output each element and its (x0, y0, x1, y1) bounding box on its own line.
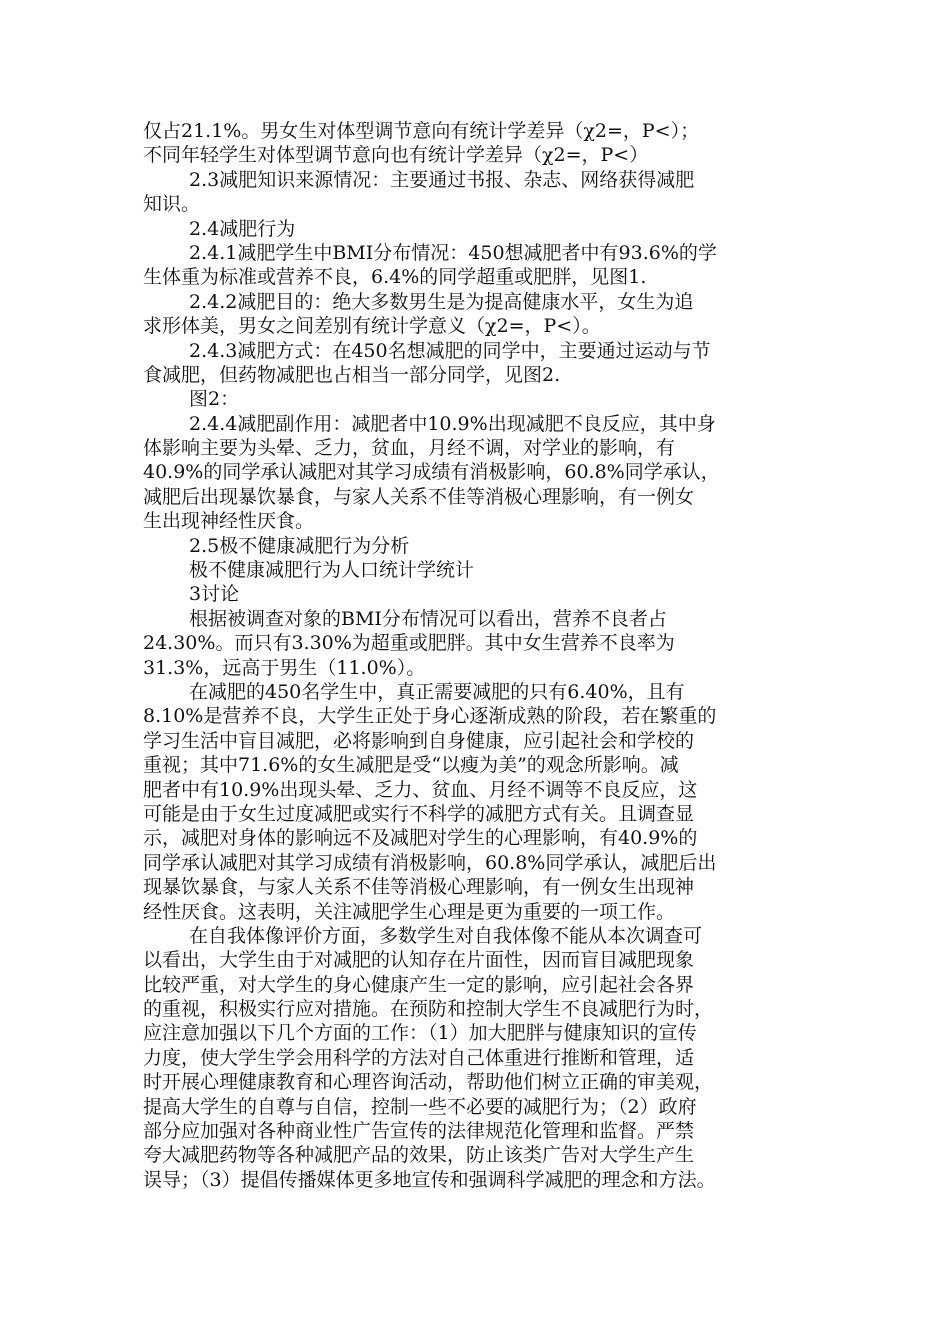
text-line: 8.10%是营养不良，大学生正处于身心逐渐成熟的阶段，若在繁重的 (143, 705, 717, 728)
text-line: 部分应加强对各种商业性广告宣传的法律规范化管理和监督。严禁 (143, 1120, 695, 1143)
text-line: 2.4.3减肥方式：在450名想减肥的同学中，主要通过运动与节 (189, 339, 711, 362)
text-line: 求形体美，男女之间差别有统计学意义（χ2=，P<）。 (143, 315, 601, 338)
text-line: 夸大减肥药物等各种减肥产品的效果，防止该类广告对大学生产生 (143, 1144, 695, 1167)
text-line: 的重视，积极实行应对措施。在预防和控制大学生不良减肥行为时， (143, 998, 714, 1021)
text-line: 在减肥的450名学生中，真正需要减肥的只有6.40%，且有 (189, 680, 685, 703)
text-line: 极不健康减肥行为人口统计学统计 (189, 559, 475, 582)
text-line: 应注意加强以下几个方面的工作：（1）加大肥胖与健康知识的宣传 (143, 1022, 697, 1045)
text-line: 31.3%，远高于男生（11.0%）。 (143, 656, 426, 679)
text-line: 示，减肥对身体的影响远不及减肥对学生的心理影响，有40.9%的 (143, 827, 698, 850)
text-line: 误导；（3）提倡传播媒体更多地宣传和强调科学减肥的理念和方法。 (143, 1168, 716, 1191)
text-line: 2.3减肥知识来源情况：主要通过书报、杂志、网络获得减肥 (189, 168, 695, 191)
text-line: 可能是由于女生过度减肥或实行不科学的减肥方式有关。且调查显 (143, 802, 695, 825)
text-line: 2.4.4减肥副作用：减肥者中10.9%出现减肥不良反应，其中身 (189, 412, 716, 435)
text-line: 40.9%的同学承认减肥对其学习成绩有消极影响，60.8%同学承认， (143, 461, 720, 484)
text-line: 减肥后出现暴饮暴食，与家人关系不佳等消极心理影响，有一例女 (143, 485, 695, 508)
text-line: 知识。 (143, 193, 201, 216)
text-line: 根据被调查对象的BMI分布情况可以看出，营养不良者占 (189, 607, 667, 630)
text-line: 2.4减肥行为 (189, 217, 296, 240)
text-line: 图2： (189, 388, 240, 411)
text-line: 生体重为标准或营养不良，6.4%的同学超重或肥胖，见图1. (143, 266, 647, 289)
text-line: 仅占21.1%。男女生对体型调节意向有统计学差异（χ2=，P<）； (143, 120, 700, 142)
text-line: 力度，使大学生学会用科学的方法对自己体重进行推断和管理，适 (143, 1046, 695, 1069)
text-line: 同学承认减肥对其学习成绩有消极影响，60.8%同学承认，减肥后出 (143, 851, 717, 874)
text-line: 体影响主要为头晕、乏力，贫血，月经不调，对学业的影响，有 (143, 437, 676, 460)
text-line: 2.4.1减肥学生中BMI分布情况：450想减肥者中有93.6%的学 (189, 241, 717, 264)
text-line: 不同年轻学生对体型调节意向也有统计学差异（χ2=，P<） (143, 144, 649, 167)
text-line: 2.5极不健康减肥行为分析 (189, 534, 410, 557)
text-line: 学习生活中盲目减肥，必将影响到自身健康，应引起社会和学校的 (143, 729, 695, 752)
text-line: 24.30%。而只有3.30%为超重或肥胖。其中女生营养不良率为 (143, 632, 675, 655)
text-line: 提高大学生的自尊与自信，控制一些不必要的减肥行为；（2）政府 (143, 1095, 697, 1118)
text-line: 3讨论 (189, 583, 240, 606)
text-line: 2.4.2减肥目的：绝大多数男生是为提高健康水平，女生为追 (189, 290, 694, 313)
document-body (143, 119, 823, 1192)
text-line: 比较严重，对大学生的身心健康产生一定的影响，应引起社会各界 (143, 973, 695, 996)
text-line: 以看出，大学生由于对减肥的认知存在片面性，因而盲目减肥现象 (143, 949, 695, 972)
text-line: 生出现神经性厌食。 (143, 510, 315, 533)
text-line: 食减肥，但药物减肥也占相当一部分同学，见图2. (143, 363, 561, 386)
text-line: 肥者中有10.9%出现头晕、乏力、贫血、月经不调等不良反应，这 (143, 778, 698, 801)
text-line: 时开展心理健康教育和心理咨询活动，帮助他们树立正确的审美观， (143, 1071, 714, 1094)
text-line: 在自我体像评价方面，多数学生对自我体像不能从本次调查可 (189, 924, 703, 947)
text-block (143, 119, 823, 1192)
text-line: 现暴饮暴食，与家人关系不佳等消极心理影响，有一例女生出现神 (143, 876, 695, 899)
text-line: 重视；其中71.6%的女生减肥是受“以瘦为美”的观念所影响。减 (143, 754, 679, 777)
text-line: 经性厌食。这表明，关注减肥学生心理是更为重要的一项工作。 (143, 900, 676, 923)
